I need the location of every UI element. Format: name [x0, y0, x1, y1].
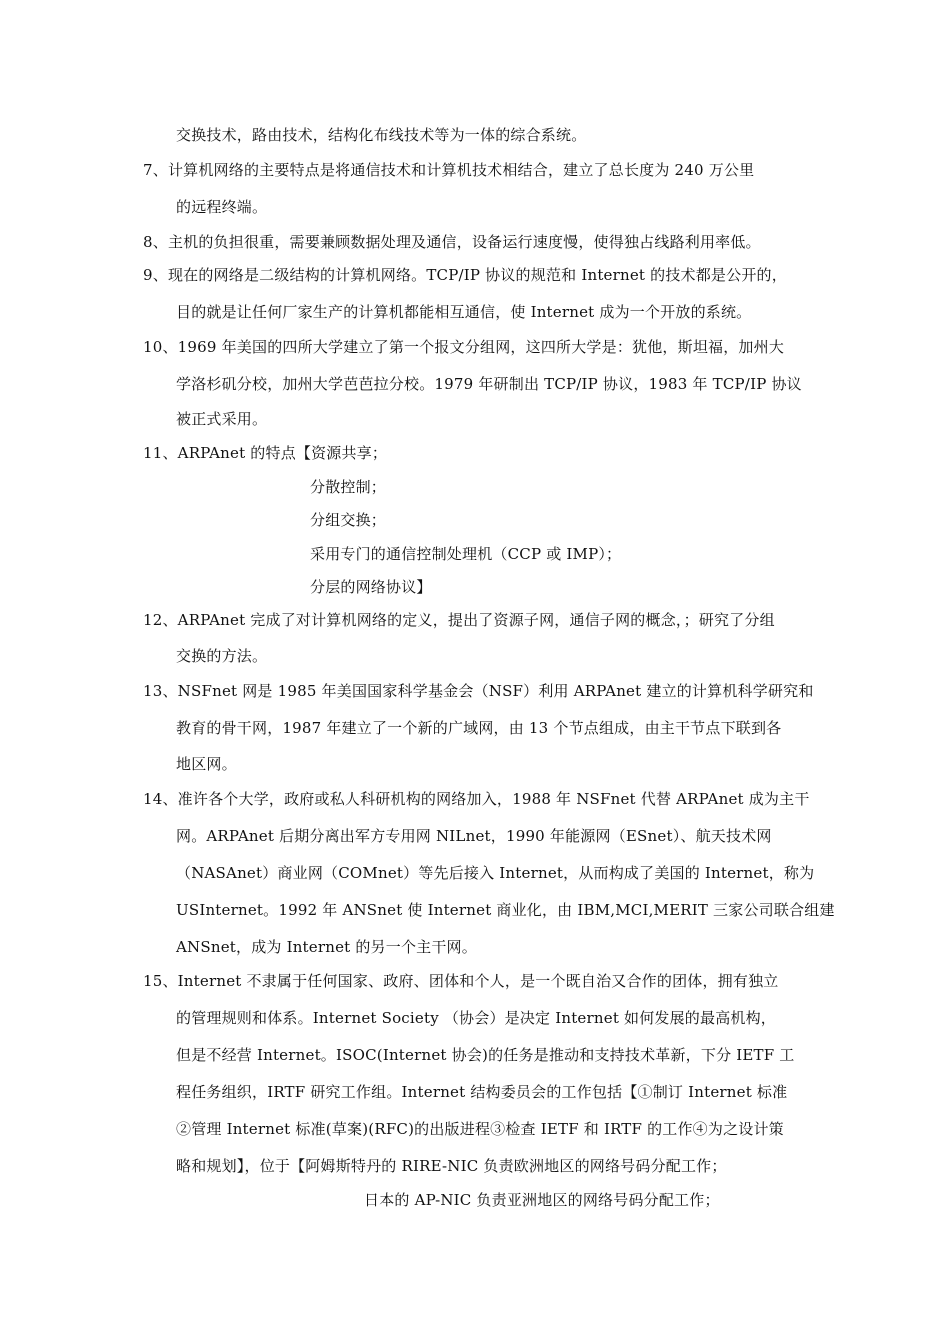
- item-9-line: 9、现在的网络是二级结构的计算机网络。TCP/IP 协议的规范和 Internet 的技术都是公开的，: [143, 266, 787, 284]
- text-line: 的远程终端。: [176, 198, 268, 216]
- text-line: ②管理 Internet 标准(草案)(RFC)的出版进程③检查 IETF 和 IRTF 的工作④为之设计策: [176, 1120, 784, 1138]
- item-8-line: 8、主机的负担很重，需要兼顾数据处理及通信，设备运行速度慢，使得独占线路利用率低。: [143, 233, 761, 251]
- text-line: ANSnet，成为 Internet 的另一个主干网。: [176, 938, 477, 956]
- item-7-line: 7、计算机网络的主要特点是将通信技术和计算机技术相结合，建立了总长度为 240 万公里: [143, 161, 755, 179]
- text-line: 学洛杉矶分校，加州大学芭芭拉分校。1979 年研制出 TCP/IP 协议，1983 年 TCP/IP 协议: [176, 375, 802, 393]
- text-line: 交换的方法。: [176, 647, 268, 665]
- text-line: 略和规划】，位于【阿姆斯特丹的 RIRE-NIC 负责欧洲地区的网络号码分配工作；: [176, 1157, 727, 1175]
- text-line: USInternet。1992 年 ANSnet 使 Internet 商业化，由 IBM,MCI,MERIT 三家公司联合组建: [176, 901, 835, 919]
- text-line: 目的就是让任何厂家生产的计算机都能相互通信，使 Internet 成为一个开放的系统。: [176, 303, 752, 321]
- item-12-line: 12、ARPAnet 完成了对计算机网络的定义，提出了资源子网，通信子网的概念，；研究了分组: [143, 611, 775, 629]
- text-line: 被正式采用。: [176, 410, 268, 428]
- list-subitem: 分层的网络协议】: [310, 578, 432, 596]
- list-subitem: 采用专门的通信控制处理机（CCP 或 IMP）；: [310, 545, 622, 563]
- item-10-line: 10、1969 年美国的四所大学建立了第一个报文分组网，这四所大学是：犹他，斯坦福，加州大: [143, 338, 785, 356]
- item-11-line: 11、ARPAnet 的特点【资源共享；: [143, 444, 388, 462]
- list-subitem: 分组交换；: [310, 511, 387, 529]
- item-15-line: 15、Internet 不隶属于任何国家、政府、团体和个人，是一个既自治又合作的团体，拥有独立: [143, 972, 779, 990]
- item-13-line: 13、NSFnet 网是 1985 年美国国家科学基金会（NSF）利用 ARPAnet 建立的计算机科学研究和: [143, 682, 814, 700]
- text-line: 程任务组织，IRTF 研究工作组。Internet 结构委员会的工作包括【①制订 Internet 标准: [176, 1083, 788, 1101]
- text-line: 的管理规则和体系。Internet Society （协会）是决定 Internet 如何发展的最高机构，: [176, 1009, 777, 1027]
- text-line: 交换技术，路由技术，结构化布线技术等为一体的综合系统。: [176, 126, 587, 144]
- text-line: 但是不经营 Internet。ISOC(Internet 协会)的任务是推动和支持技术革新，下分 IETF 工: [176, 1046, 795, 1064]
- text-line: 网。ARPAnet 后期分离出军方专用网 NILnet，1990 年能源网（ESnet）、航天技术网: [176, 827, 772, 845]
- text-line: 日本的 AP-NIC 负责亚洲地区的网络号码分配工作；: [364, 1191, 720, 1209]
- text-line: （NASAnet）商业网（COMnet）等先后接入 Internet，从而构成了美国的 Internet，称为: [176, 864, 815, 882]
- text-line: 教育的骨干网，1987 年建立了一个新的广域网，由 13 个节点组成，由主干节点下联到各: [176, 719, 782, 737]
- list-subitem: 分散控制；: [310, 478, 387, 496]
- text-line: 地区网。: [176, 755, 237, 773]
- item-14-line: 14、准许各个大学，政府或私人科研机构的网络加入，1988 年 NSFnet 代替 ARPAnet 成为主干: [143, 790, 810, 808]
